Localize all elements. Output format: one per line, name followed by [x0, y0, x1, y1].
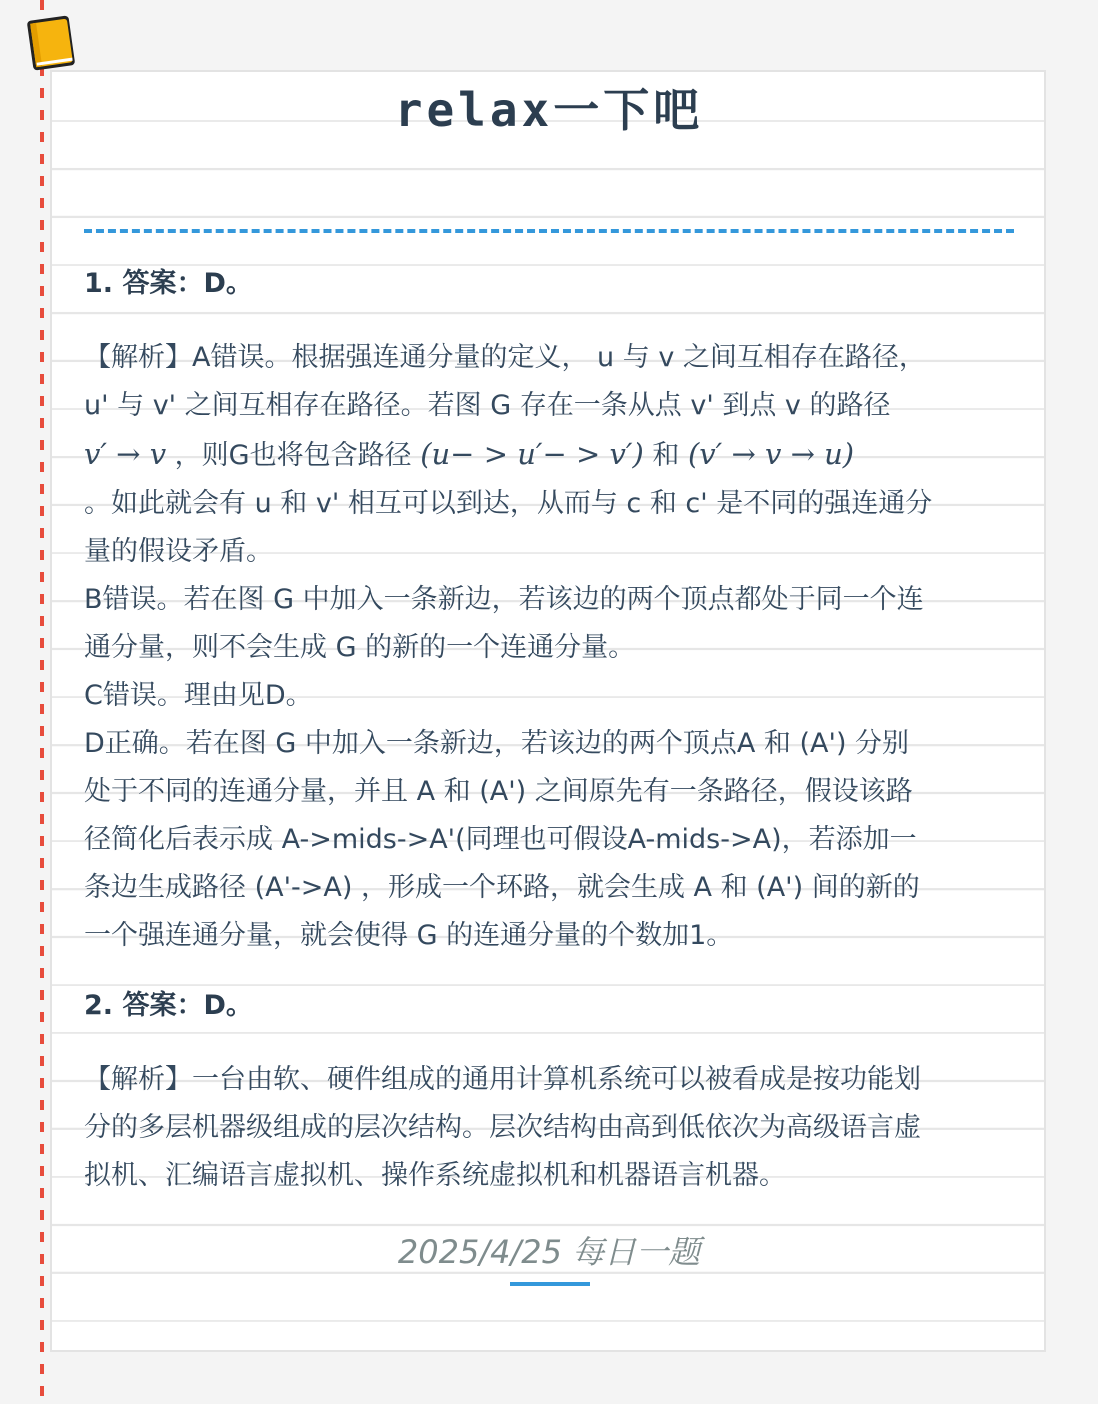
- question-2-explanation: [84, 1056, 1014, 1200]
- question-1-explanation: [84, 334, 1014, 960]
- footer-accent-bar: [510, 1282, 590, 1286]
- explanation-line: [84, 430, 1014, 480]
- explanation-line: 条边生成路径 (A'->A) ，形成一个环路，就会生成 A 和 (A') 间的新的: [84, 872, 920, 903]
- explanation-text: ，则G也将包含路径: [166, 440, 421, 471]
- explanation-line: 分的多层机器级组成的层次结构。层次结构由高到低依次为高级语言虚: [84, 1112, 921, 1143]
- explanation-line: 通分量，则不会生成 G 的新的一个连通分量。: [84, 632, 636, 663]
- explanation-line: 。如此就会有 u 和 v' 相互可以到达，从而与 c 和 c' 是不同的强连通分: [84, 488, 933, 519]
- question-2-answer: 2. 答案：D。: [84, 990, 253, 1021]
- explanation-text: 和: [643, 440, 688, 471]
- explanation-line: D正确。若在图 G 中加入一条新边，若该边的两个顶点A 和 (A') 分别: [84, 728, 910, 759]
- explanation-line: B错误。若在图 G 中加入一条新边，若该边的两个顶点都处于同一个连: [84, 584, 924, 615]
- title-divider: [84, 229, 1014, 233]
- footer-date: 2025/4/25 每日一题: [397, 1233, 701, 1271]
- explanation-line: 【解析】一台由软、硬件组成的通用计算机系统可以被看成是按功能划: [84, 1064, 921, 1095]
- explanation-line: 一个强连通分量，就会使得 G 的连通分量的个数加1。: [84, 920, 734, 951]
- question-1-answer: 1. 答案：D。: [84, 268, 253, 299]
- notebook-icon: [22, 12, 80, 74]
- math-expression: (u− > u′− > v′): [420, 437, 644, 471]
- margin-line: [40, 0, 44, 1404]
- content: [84, 262, 1014, 1200]
- explanation-line: 【解析】A错误。根据强连通分量的定义， u 与 v 之间互相存在路径，: [84, 342, 926, 373]
- explanation-line: 拟机、汇编语言虚拟机、操作系统虚拟机和机器语言机器。: [84, 1160, 786, 1191]
- explanation-line: 处于不同的连通分量，并且 A 和 (A') 之间原先有一条路径，假设该路: [84, 776, 913, 807]
- explanation-line: 径简化后表示成 A->mids->A'(同理也可假设A-mids->A)，若添加一: [84, 824, 917, 855]
- explanation-line: u' 与 v' 之间互相存在路径。若图 G 存在一条从点 v' 到点 v 的路径: [84, 390, 891, 421]
- explanation-line: 量的假设矛盾。: [84, 536, 273, 567]
- explanation-line: C错误。理由见D。: [84, 680, 313, 711]
- page-title: relax一下吧: [394, 83, 704, 137]
- math-expression: (v′ → v → u): [687, 437, 855, 471]
- math-expression: v′ → v: [84, 437, 167, 471]
